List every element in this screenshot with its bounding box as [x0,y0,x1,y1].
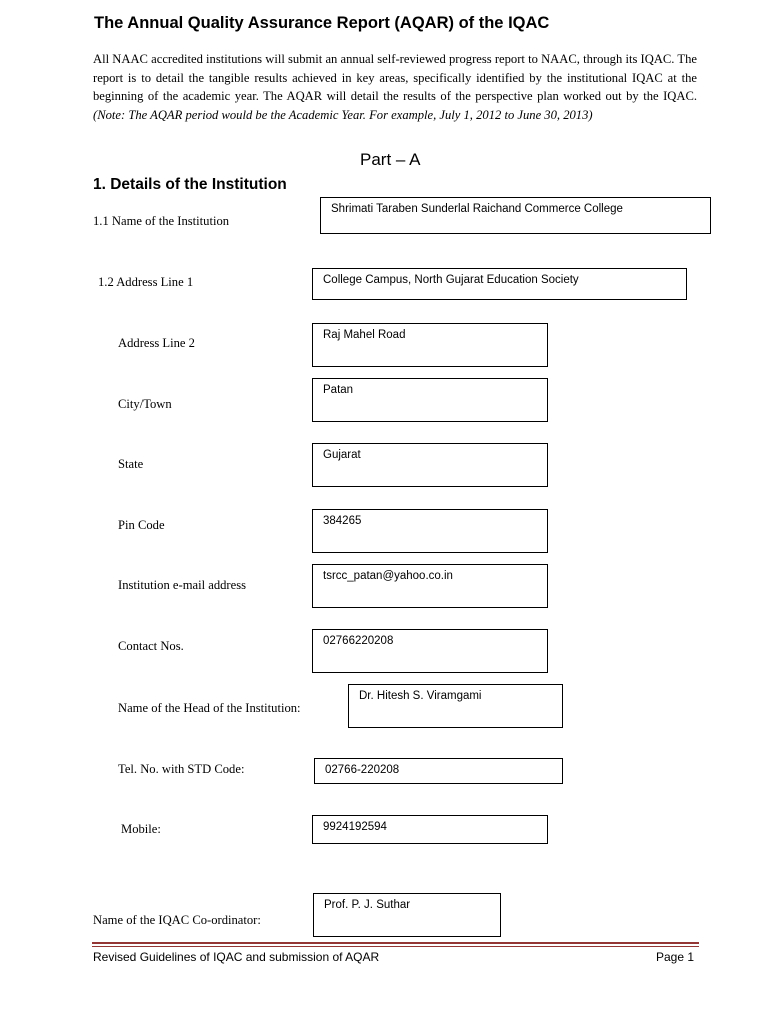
address-line2-label: Address Line 2 [118,336,195,350]
state-field[interactable]: Gujarat [312,443,548,487]
city-field[interactable]: Patan [312,378,548,422]
pin-code-field[interactable]: 384265 [312,509,548,553]
institution-name-field[interactable]: Shrimati Taraben Sunderlal Raichand Commerce College [320,197,711,234]
part-heading: Part – A [360,150,421,169]
tel-std-label: Tel. No. with STD Code: [118,762,245,776]
footer-rule [92,942,699,944]
mobile-label: Mobile: [121,822,161,836]
mobile-field[interactable]: 9924192594 [312,815,548,844]
intro-paragraph [93,50,697,124]
section-heading: 1. Details of the Institution [93,176,287,193]
address-line1-field[interactable]: College Campus, North Gujarat Education Society [312,268,687,300]
email-label: Institution e-mail address [118,578,247,592]
document-title: The Annual Quality Assurance Report (AQAR) of the IQAC [94,14,550,32]
city-label: City/Town [118,397,172,411]
state-label: State [118,457,144,471]
email-field[interactable]: tsrcc_patan@yahoo.co.in [312,564,548,608]
head-name-label: Name of the Head of the Institution: [118,701,301,715]
institution-name-label: 1.1 Name of the Institution [93,214,230,228]
intro-note: (Note: The AQAR period would be the Academic Year. For example, July 1, 2012 to June 30, 2013) [93,107,593,122]
address-line1-label: 1.2 Address Line 1 [98,275,194,289]
footer-rule-thin [92,946,699,947]
contact-nos-field[interactable]: 02766220208 [312,629,548,673]
tel-std-field[interactable]: 02766-220208 [314,758,563,784]
address-line2-field[interactable]: Raj Mahel Road [312,323,548,367]
intro-text: All NAAC accredited institutions will submit an annual self-reviewed progress report to NAAC, through its IQAC. The report is to detail the tangible results achieved in key areas, specifically identified by the institutional IQAC at the beginning of the academic year. The AQAR will detail the results of the perspective plan worked out by the IQAC. [93,52,697,103]
page-number: Page 1 [656,950,695,964]
head-name-field[interactable]: Dr. Hitesh S. Viramgami [348,684,563,728]
iqac-coordinator-label: Name of the IQAC Co-ordinator: [93,913,261,927]
pin-code-label: Pin Code [118,518,165,532]
contact-nos-label: Contact Nos. [118,639,184,653]
footer-text: Revised Guidelines of IQAC and submission of AQAR [93,950,380,964]
iqac-coordinator-field[interactable]: Prof. P. J. Suthar [313,893,501,937]
